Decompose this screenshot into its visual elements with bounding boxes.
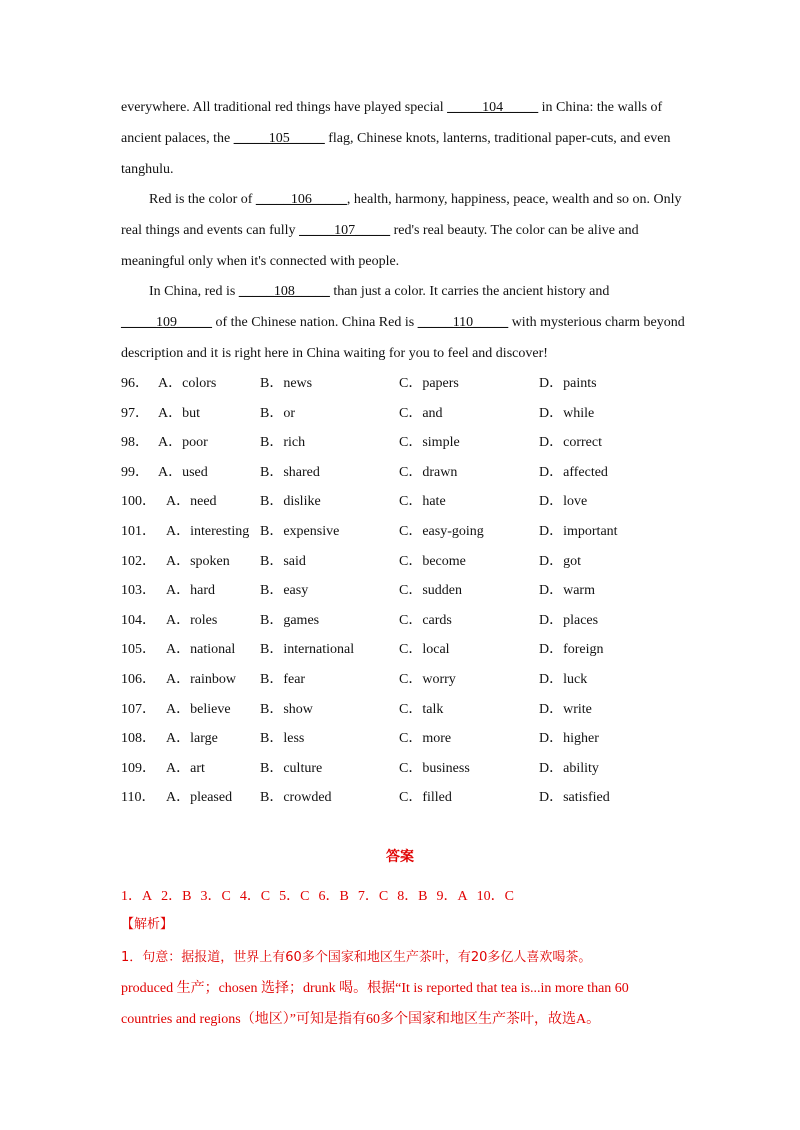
option-a: A．rainbow — [166, 671, 236, 687]
answer-key: 10．C — [476, 889, 514, 904]
passage-text: In China, red is — [149, 284, 239, 299]
passage-line — [121, 123, 681, 154]
option-b: B．crowded — [260, 790, 332, 806]
option-d: D．love — [539, 494, 588, 510]
option-b: B．or — [260, 405, 295, 421]
option-a: A．colors — [158, 376, 217, 391]
option-d: D．warm — [539, 583, 595, 599]
question-row — [121, 547, 681, 577]
option-b: B．news — [260, 376, 313, 391]
passage-text: real things and events can fully — [121, 223, 300, 238]
option-c: C．simple — [399, 435, 460, 451]
option-d: D．write — [539, 701, 592, 717]
question-number: 104． — [121, 612, 156, 628]
answer-key: 5．C — [279, 889, 310, 904]
option-c: C．become — [399, 553, 466, 569]
passage-line — [121, 215, 681, 246]
option-d: D．while — [539, 405, 595, 421]
option-b: B．shared — [260, 464, 320, 480]
option-c: C．talk — [399, 701, 444, 717]
option-c: C．more — [399, 731, 452, 747]
answer-keys — [121, 884, 681, 910]
passage-text: red's real beauty. The color can be alive and — [390, 223, 639, 238]
question-row — [121, 695, 681, 725]
explanation — [121, 942, 681, 1035]
passage-text: than just a color. It carries the ancient history and — [329, 284, 610, 299]
question-row — [121, 576, 681, 606]
explanation-line: produced 生产；chosen 选择；drunk 喝。根据“It is reported that tea is...in more than 60 — [121, 981, 629, 996]
question-row — [121, 517, 681, 547]
option-c: C．papers — [399, 376, 459, 391]
answer-key: 7．C — [357, 889, 389, 904]
passage-text: in China: the walls of — [538, 100, 663, 115]
question-number: 110． — [121, 790, 156, 806]
analysis-label: 【解析】 — [121, 917, 174, 932]
passage-text: of the Chinese nation. China Red is — [212, 315, 418, 330]
question-row — [121, 428, 681, 458]
question-number: 96． — [121, 376, 149, 391]
blank-106: _____106_____ — [255, 192, 347, 207]
option-a: A．poor — [158, 435, 208, 451]
question-number: 103． — [121, 583, 156, 599]
blank-109: _____109_____ — [121, 315, 212, 330]
option-c: C．business — [399, 760, 470, 776]
question-number: 98． — [121, 435, 149, 451]
option-b: B．culture — [260, 760, 323, 776]
option-a: A．roles — [166, 612, 218, 628]
option-b: B．less — [260, 731, 305, 747]
question-number: 100． — [121, 494, 156, 510]
blank-104: _____104_____ — [447, 100, 539, 115]
option-b: B．said — [260, 553, 306, 569]
blank-105: _____105_____ — [233, 131, 325, 146]
option-d: D．luck — [539, 671, 588, 687]
option-a: A．need — [166, 494, 217, 510]
question-row — [121, 606, 681, 636]
answer-key: 6．B — [318, 889, 349, 904]
explanation-line: countries and regions（地区）”可知是指有60多个国家和地区生产茶叶，故选A。 — [121, 1012, 601, 1027]
answer-key: 3．C — [200, 889, 231, 904]
passage-line: tanghulu. — [121, 162, 174, 177]
option-a: A．large — [166, 731, 218, 747]
passage-text: with mysterious charm beyond — [508, 315, 685, 330]
answer-key: 2．B — [161, 889, 192, 904]
question-number: 106． — [121, 671, 156, 687]
option-a: A．interesting — [166, 523, 250, 539]
question-number: 109． — [121, 760, 156, 776]
passage-line — [121, 307, 685, 338]
passage-line: description and it is right here in China waiting for you to feel and discover! — [121, 346, 548, 361]
question-number: 102． — [121, 553, 156, 569]
option-a: A．pleased — [166, 790, 233, 806]
question-row — [121, 635, 681, 665]
explanation-line: 1．句意：据报道，世界上有60多个国家和地区生产茶叶，有20多亿人喜欢喝茶。 — [121, 950, 592, 965]
passage-text: ancient palaces, the — [121, 131, 234, 146]
option-d: D．foreign — [539, 642, 604, 658]
option-c: C．easy-going — [399, 523, 484, 539]
question-row — [121, 369, 681, 399]
option-b: B．expensive — [260, 523, 340, 539]
option-d: D．satisfied — [539, 790, 610, 806]
question-row — [121, 665, 681, 695]
answer-key: 8．B — [397, 889, 428, 904]
question-number: 105． — [121, 642, 156, 658]
question-row — [121, 783, 681, 813]
option-b: B．show — [260, 701, 313, 717]
option-a: A．hard — [166, 583, 215, 599]
passage-text: everywhere. All traditional red things have played special — [121, 100, 448, 115]
passage-paragraph-1 — [121, 92, 681, 185]
question-options-list — [121, 369, 681, 813]
question-row — [121, 487, 681, 517]
passage-paragraph-3 — [121, 276, 685, 369]
option-d: D．affected — [539, 464, 608, 480]
option-d: D．ability — [539, 760, 599, 776]
option-a: A．used — [158, 464, 208, 480]
option-b: B．easy — [260, 583, 309, 599]
option-d: D．got — [539, 553, 581, 569]
option-c: C．hate — [399, 494, 446, 510]
option-c: C．cards — [399, 612, 452, 628]
question-row — [121, 724, 681, 754]
blank-107: _____107_____ — [299, 223, 391, 238]
option-a: A．art — [166, 760, 205, 776]
option-d: D．places — [539, 612, 599, 628]
blank-110: _____110_____ — [417, 315, 509, 330]
question-row — [121, 458, 681, 488]
option-b: B．international — [260, 642, 355, 658]
option-b: B．games — [260, 612, 320, 628]
option-c: C．drawn — [399, 464, 458, 480]
option-a: A．national — [166, 642, 236, 658]
answer-section-title: 答案 — [386, 849, 414, 865]
passage-line — [121, 184, 681, 215]
option-a: A．spoken — [166, 553, 230, 569]
option-a: A．but — [158, 405, 200, 421]
option-b: B．rich — [260, 435, 306, 451]
option-d: D．higher — [539, 731, 599, 747]
option-b: B．dislike — [260, 494, 321, 510]
passage-text: , health, harmony, happiness, peace, wealth and so on. Only — [346, 192, 682, 207]
question-row — [121, 399, 681, 429]
question-number: 107． — [121, 701, 156, 717]
option-c: C．and — [399, 405, 443, 421]
option-d: D．paints — [539, 376, 597, 391]
passage-text: flag, Chinese knots, lanterns, traditional paper-cuts, and even — [324, 131, 671, 146]
answer-key: 9．A — [436, 889, 468, 904]
blank-108: _____108_____ — [238, 284, 330, 299]
question-number: 99． — [121, 464, 149, 480]
option-c: C．local — [399, 642, 450, 658]
question-number: 108． — [121, 731, 156, 747]
option-c: C．worry — [399, 671, 456, 687]
answer-key: 1．A — [121, 889, 153, 904]
option-c: C．sudden — [399, 583, 462, 599]
option-c: C．filled — [399, 790, 452, 806]
option-d: D．correct — [539, 435, 602, 451]
passage-line: meaningful only when it's connected with people. — [121, 254, 400, 269]
passage-line — [121, 276, 681, 307]
question-row — [121, 754, 681, 784]
option-b: B．fear — [260, 671, 306, 687]
option-d: D．important — [539, 523, 618, 539]
option-a: A．believe — [166, 701, 231, 717]
passage-text: Red is the color of — [149, 192, 256, 207]
question-number: 101． — [121, 523, 156, 539]
passage-line — [121, 92, 681, 123]
answer-key: 4．C — [239, 889, 271, 904]
question-number: 97． — [121, 405, 149, 421]
passage-paragraph-2 — [121, 184, 681, 277]
